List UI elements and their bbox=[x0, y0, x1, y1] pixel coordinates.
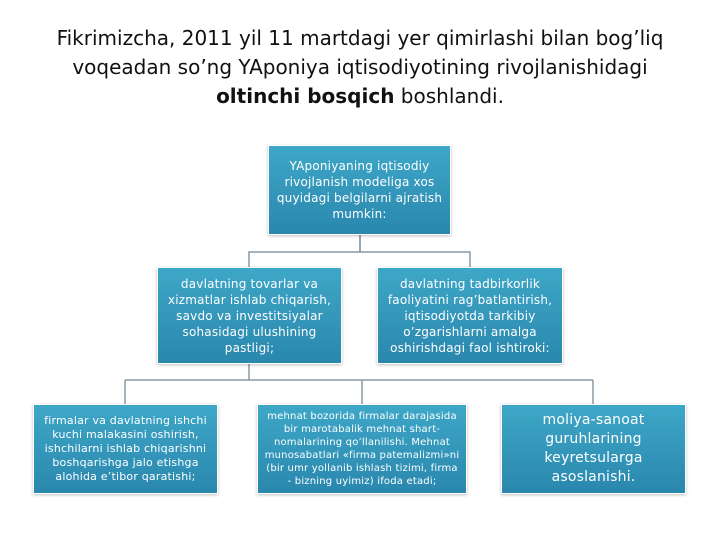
level2-node-text: davlatning tovarlar va xizmatlar ishlab chiqarish, savdo va investitsiyalar sohasidagi ulushining pastligi; bbox=[167, 276, 332, 355]
root-node-text: YAponiyaning iqtisodiy rivojlanish modeliga xos quyidagi belgilarni ajratish mumkin: bbox=[276, 159, 443, 221]
title-bold-phrase: oltinchi bosqich bbox=[216, 84, 395, 108]
level3-node-text: moliya-sanoat guruhlarining keyretsularga asoslanishi. bbox=[542, 412, 645, 485]
level3-node-text: firmalar va davlatning ishchi kuchi malakasini oshirish, ishchilarni ishlab chiqarishni boshqarishga jalo etishga alohida e’tibor qaratishi; bbox=[44, 414, 207, 483]
level2-node-state-support bbox=[377, 267, 563, 364]
root-node bbox=[268, 145, 451, 235]
title-line-3-end: boshlandi. bbox=[394, 84, 504, 108]
level3-node-text: mehnat bozorida firmalar darajasida bir marotabalik mehnat shart-nomalarining qo’llanilishi. Mehnat munosabatlari «firma patemalizmi»ni (bir umr yollanib ishlash tizimi, firma - bizning uyimiz) ifoda etadi; bbox=[264, 411, 460, 487]
level3-node-keiretsu bbox=[501, 404, 686, 494]
level3-node-labor-contracts bbox=[257, 404, 467, 494]
level3-node-workforce bbox=[33, 404, 218, 494]
connector-root-to-right bbox=[360, 235, 470, 267]
level2-node-state-share bbox=[157, 267, 342, 364]
level2-node-text: davlatning tadbirkorlik faoliyatini rag’batlantirish, iqtisodiyotda tarkibiy o’zgarishlarni amalga oshirishdagi faol ishtiroki: bbox=[387, 276, 553, 355]
title-line-1: Fikrimizcha, 2011 yil 11 martdagi yer qimirlashi bilan bog’liq bbox=[56, 26, 664, 50]
title-line-2: voqeadan so’ng YAponiya iqtisodiyotining rivojlanishidagi bbox=[72, 55, 648, 79]
connector-root-to-left bbox=[249, 235, 360, 267]
